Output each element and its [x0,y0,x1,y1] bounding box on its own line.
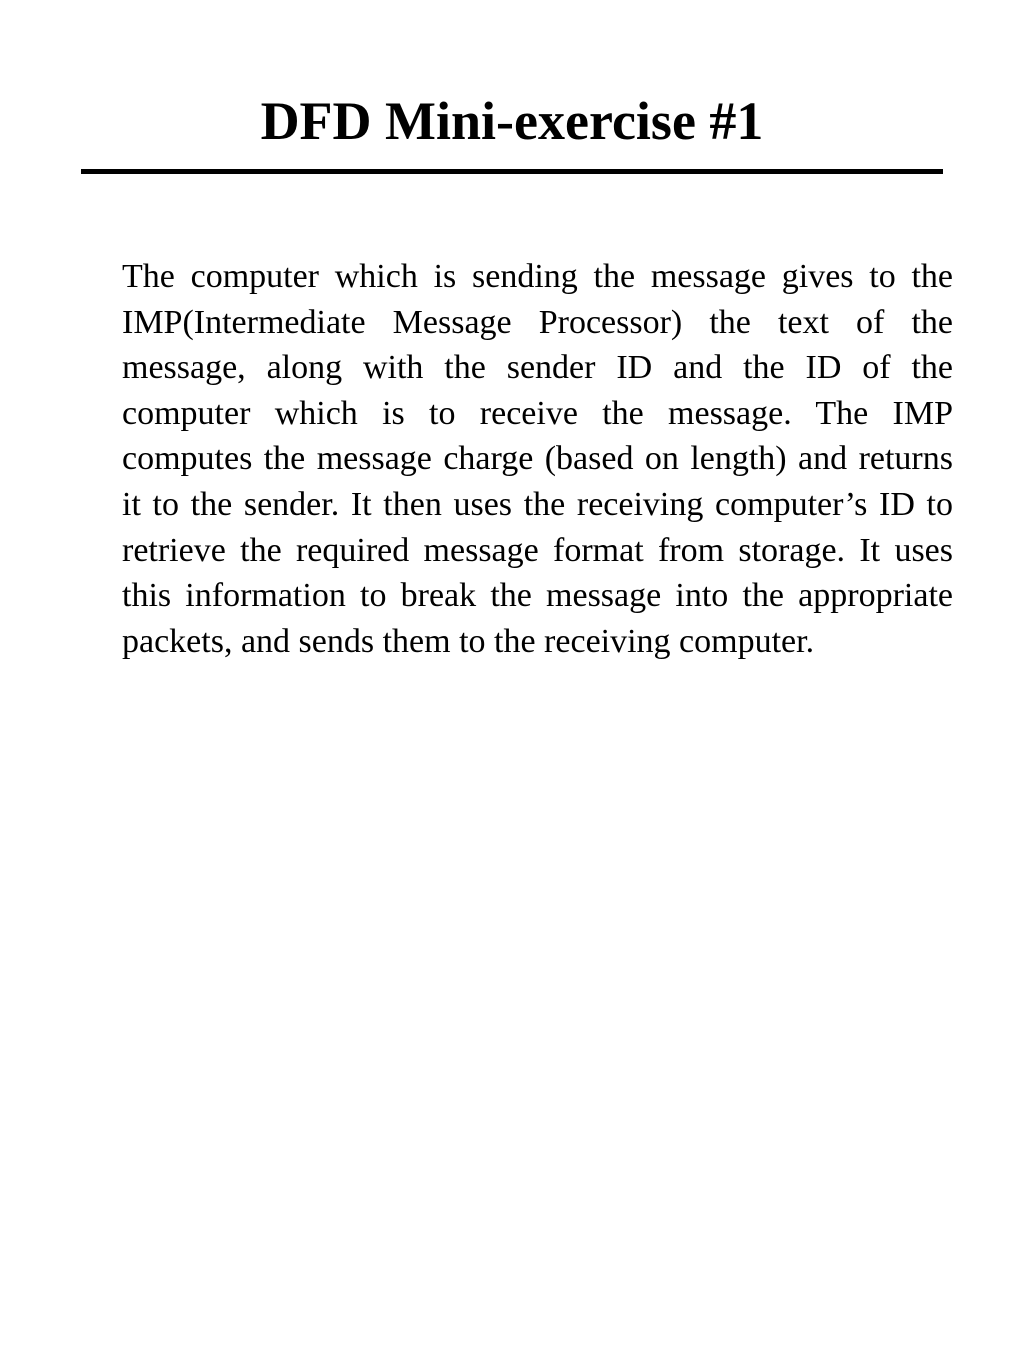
title-divider [81,169,943,174]
slide-body-text: The computer which is sending the message gives to the IMP(Intermediate Message Processor) the text of the message, along with the sender ID and the ID of the computer which is to receive the message. The IMP computes the message charge (based on length) and returns it to the sender. It then uses the receiving computer’s ID to retrieve the required message format from storage. It uses this information to break the message into the appropriate packets, and sends them to the receiving computer. [122,258,953,660]
slide-title: DFD Mini-exercise #1 [260,91,764,151]
